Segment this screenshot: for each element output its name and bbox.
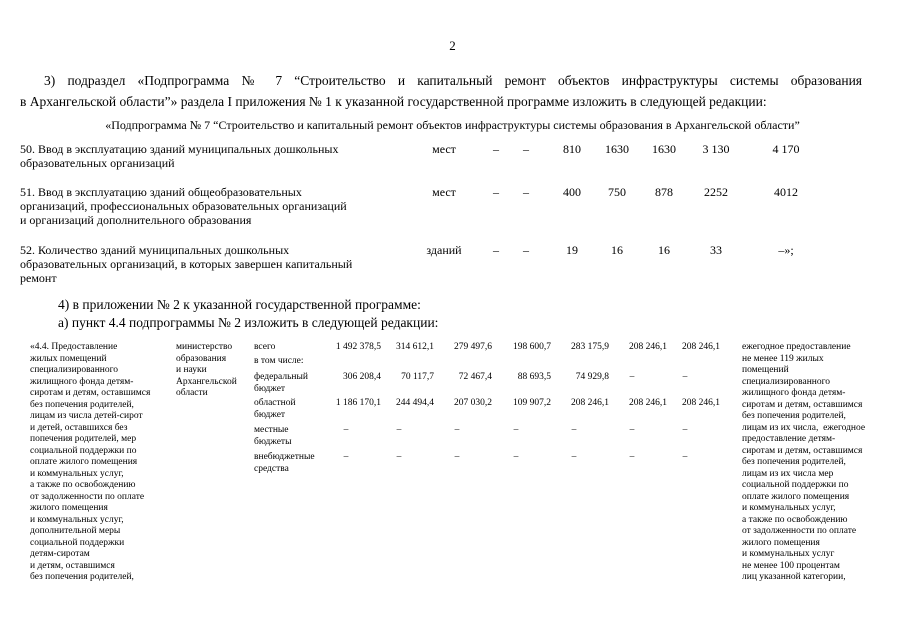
funding-value: 198 600,7	[513, 342, 551, 352]
indicator-name: 52. Количество зданий муниципальных дошкольных образовательных организаций, в которых завершен капитальный ремонт	[20, 243, 353, 285]
indicator-value: 810	[563, 142, 581, 156]
funding-source: в том числе:	[254, 356, 304, 366]
funding-value: –	[682, 372, 688, 382]
paragraph-3-line-2: в Архангельской области”» раздела I приложения № 1 к указанной государственной программе изложить в следующей редакции:	[20, 94, 767, 109]
funding-value: –	[343, 452, 349, 462]
paragraph-3	[20, 70, 862, 112]
funding-value: 70 117,7	[401, 372, 434, 382]
indicator-value: 3 130	[702, 142, 730, 156]
funding-value: 74 929,8	[575, 372, 609, 382]
page-number: 2	[449, 38, 456, 53]
indicator-value: –	[493, 243, 499, 257]
indicator-value: 4 170	[772, 142, 800, 156]
indicator-value: 750	[608, 185, 626, 199]
indicator-value: 16	[611, 243, 623, 257]
indicator-value: 400	[563, 185, 581, 199]
funding-value: 88 693,5	[517, 372, 551, 382]
indicator-unit: зданий	[426, 243, 462, 257]
subprogram-title: «Подпрограмма № 7 “Строительство и капитальный ремонт объектов инфраструктуры системы образования в Архангельской области”	[105, 118, 800, 132]
paragraph-3-line-1: 3) подраздел «Подпрограмма № 7 “Строительство и капитальный ремонт объектов инфраструктуры системы образования	[44, 73, 862, 88]
funding-value: –	[629, 452, 635, 462]
funding-value: 1 186 170,1	[335, 398, 381, 408]
indicator-value: 16	[658, 243, 670, 257]
indicator-value: 4012	[774, 185, 798, 199]
funding-value: 279 497,6	[454, 342, 492, 352]
expected-result: ежегодное предоставление не менее 119 жилых помещений специализированного жилищного фонда детям- сиротам и детям, оставшимся без попечения родителей, лицам из их числа, ежегодное предоставление детям- сиротам и детям, оставшимся без попечения родителей, лицам из их числа мер социальной поддержки по оплате жилого помещения и коммунальных услуг, а также по освобождению от задолженности по оплате жилого помещения и коммунальных услуг не менее 100 процентам лиц указанной категории,	[742, 342, 866, 582]
funding-value: 314 612,1	[396, 342, 434, 352]
funding-value: –	[396, 452, 402, 462]
funding-source: всего	[254, 342, 276, 352]
executor: министерство образования и науки Архангельской области	[176, 342, 237, 398]
funding-value: 306 208,4	[343, 372, 381, 382]
indicator-value: –	[523, 142, 529, 156]
funding-source: внебюджетные средства	[254, 452, 315, 474]
funding-source: федеральный бюджет	[254, 372, 308, 394]
funding-value: 208 246,1	[571, 398, 609, 408]
indicator-value: 1630	[652, 142, 676, 156]
indicator-value: 33	[710, 243, 722, 257]
funding-value: –	[513, 425, 519, 435]
indicator-name: 50. Ввод в эксплуатацию зданий муниципальных дошкольных образовательных организаций	[20, 142, 339, 170]
indicator-unit: мест	[432, 142, 456, 156]
funding-value: –	[682, 452, 688, 462]
indicator-value: –	[523, 185, 529, 199]
funding-value: –	[513, 452, 519, 462]
funding-value: 208 246,1	[682, 398, 720, 408]
funding-value: –	[629, 425, 635, 435]
indicator-value: –»;	[778, 243, 794, 257]
funding-value: 109 907,2	[513, 398, 551, 408]
indicator-value: –	[493, 185, 499, 199]
funding-value: 208 246,1	[682, 342, 720, 352]
funding-value: –	[396, 425, 402, 435]
funding-value: 283 175,9	[571, 342, 609, 352]
item-description: «4.4. Предоставление жилых помещений специализированного жилищного фонда детям- сиротам и детям, оставшимся без попечения родителей, лицам из числа детей-сирот и детей, оставшихся без попечения родителей, мер социальной поддержки по оплате жилого помещения и коммунальных услуг, а также по освобождению от задолженности по оплате жилого помещения и коммунальных услуг, дополнительной меры социальной поддержки детям-сиротам и детям, оставшимся без попечения родителей,	[30, 342, 151, 582]
funding-value: 208 246,1	[629, 342, 667, 352]
indicator-unit: мест	[432, 185, 456, 199]
funding-value: –	[629, 372, 635, 382]
paragraph-4-line-1: 4) в приложении № 2 к указанной государственной программе:	[58, 297, 421, 312]
funding-value: 207 030,2	[454, 398, 492, 408]
funding-value: –	[682, 425, 688, 435]
indicator-value: –	[523, 243, 529, 257]
indicator-value: 1630	[605, 142, 629, 156]
funding-value: 72 467,4	[458, 372, 492, 382]
indicator-name: 51. Ввод в эксплуатацию зданий общеобразовательных организаций, профессиональных образовательных организаций и организаций дополнительного образования	[20, 185, 347, 227]
funding-source: областной бюджет	[254, 398, 296, 420]
funding-value: –	[454, 452, 460, 462]
indicator-value: –	[493, 142, 499, 156]
indicator-value: 2252	[704, 185, 728, 199]
funding-source: местные бюджеты	[254, 425, 292, 447]
funding-value: –	[571, 425, 577, 435]
funding-value: 244 494,4	[396, 398, 434, 408]
funding-value: –	[454, 425, 460, 435]
indicator-value: 19	[566, 243, 578, 257]
funding-value: –	[343, 425, 349, 435]
funding-value: 208 246,1	[629, 398, 667, 408]
paragraph-4-line-2: а) пункт 4.4 подпрограммы № 2 изложить в следующей редакции:	[58, 315, 439, 330]
indicator-value: 878	[655, 185, 673, 199]
funding-value: –	[571, 452, 577, 462]
funding-value: 1 492 378,5	[335, 342, 381, 352]
